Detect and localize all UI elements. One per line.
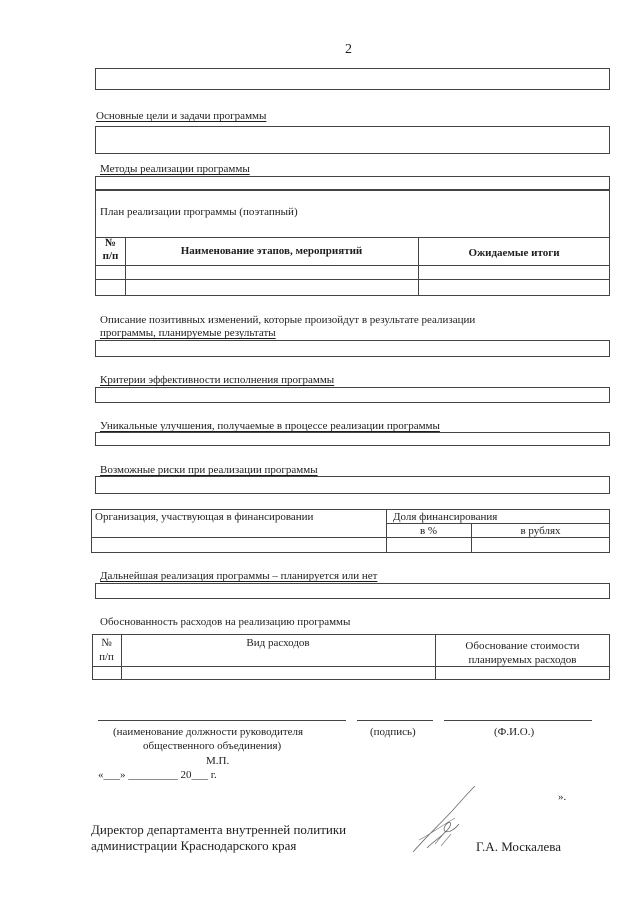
director-title-2: администрации Краснодарского края (91, 838, 297, 853)
plan-cell-stage-2[interactable] (126, 280, 417, 295)
goals-box[interactable] (95, 126, 610, 154)
expense-type-header: Вид расходов (246, 637, 310, 649)
finance-cell-percent[interactable] (387, 538, 470, 552)
fio-caption: (Ф.И.О.) (494, 726, 535, 738)
criteria-label: Критерии эффективности исполнения программы (100, 374, 335, 386)
plan-result-header: Ожидаемые итоги (468, 247, 560, 259)
justification-label: Обоснованность расходов на реализацию программы (100, 616, 351, 628)
finance-org-header: Организация, участвующая в финансировании (95, 511, 314, 523)
text-box-previous[interactable] (95, 68, 610, 90)
criteria-box[interactable] (95, 387, 610, 403)
closing-quote: ». (558, 791, 567, 803)
handwritten-signature (405, 778, 495, 858)
future-label: Дальнейшая реализация программы – планируется или нет (100, 570, 378, 582)
page-number: 2 (345, 42, 352, 57)
expense-num-header: № (101, 637, 112, 649)
positive-label-line2: программы, планируемые результаты (100, 327, 276, 339)
finance-percent-header: в % (419, 525, 438, 537)
risks-box[interactable] (95, 476, 610, 494)
positive-box[interactable] (95, 340, 610, 357)
plan-label: План реализации программы (поэтапный) (100, 206, 298, 218)
finance-cell-rub[interactable] (472, 538, 609, 552)
expense-cell-basis[interactable] (436, 667, 609, 679)
plan-num-header-2: п/п (102, 250, 119, 262)
expense-basis-header-1: Обоснование стоимости (465, 640, 580, 652)
plan-cell-result-2[interactable] (419, 280, 609, 295)
stamp-label: М.П. (206, 755, 230, 767)
date-line[interactable]: «___» _________ 20___ г. (98, 769, 217, 781)
plan-stage-header: Наименование этапов, мероприятий (180, 245, 363, 257)
position-caption-1: (наименование должности руководителя (113, 726, 304, 738)
plan-cell-stage-1[interactable] (126, 266, 417, 278)
finance-cell-org[interactable] (92, 538, 385, 552)
sign-signature-line[interactable] (357, 720, 433, 721)
fio-signature-line[interactable] (444, 720, 592, 721)
director-name: Г.А. Москалева (476, 839, 562, 854)
position-signature-line[interactable] (98, 720, 346, 721)
position-caption-2: общественного объединения) (143, 740, 282, 752)
methods-box[interactable] (95, 176, 610, 190)
goals-label: Основные цели и задачи программы (96, 110, 267, 122)
finance-rub-header: в рублях (520, 525, 561, 537)
future-box[interactable] (95, 583, 610, 599)
plan-num-header: № (104, 237, 117, 249)
plan-header-top (95, 237, 610, 238)
expense-cell-type[interactable] (122, 667, 434, 679)
methods-label: Методы реализации программы (100, 163, 250, 175)
expense-num-header-2: п/п (99, 651, 114, 663)
risks-label: Возможные риски при реализации программы (100, 464, 318, 476)
director-title-1: Директор департамента внутренней политики (91, 822, 347, 837)
plan-cell-result-1[interactable] (419, 266, 609, 278)
positive-label-line1: Описание позитивных изменений, которые произойдут в результате реализации (100, 314, 476, 326)
expense-basis-header-2: планируемых расходов (468, 654, 577, 666)
improvements-box[interactable] (95, 432, 610, 446)
finance-share-header: Доля финансирования (393, 511, 498, 523)
sign-caption: (подпись) (370, 726, 416, 738)
improvements-label: Уникальные улучшения, получаемые в процессе реализации программы (100, 420, 440, 432)
